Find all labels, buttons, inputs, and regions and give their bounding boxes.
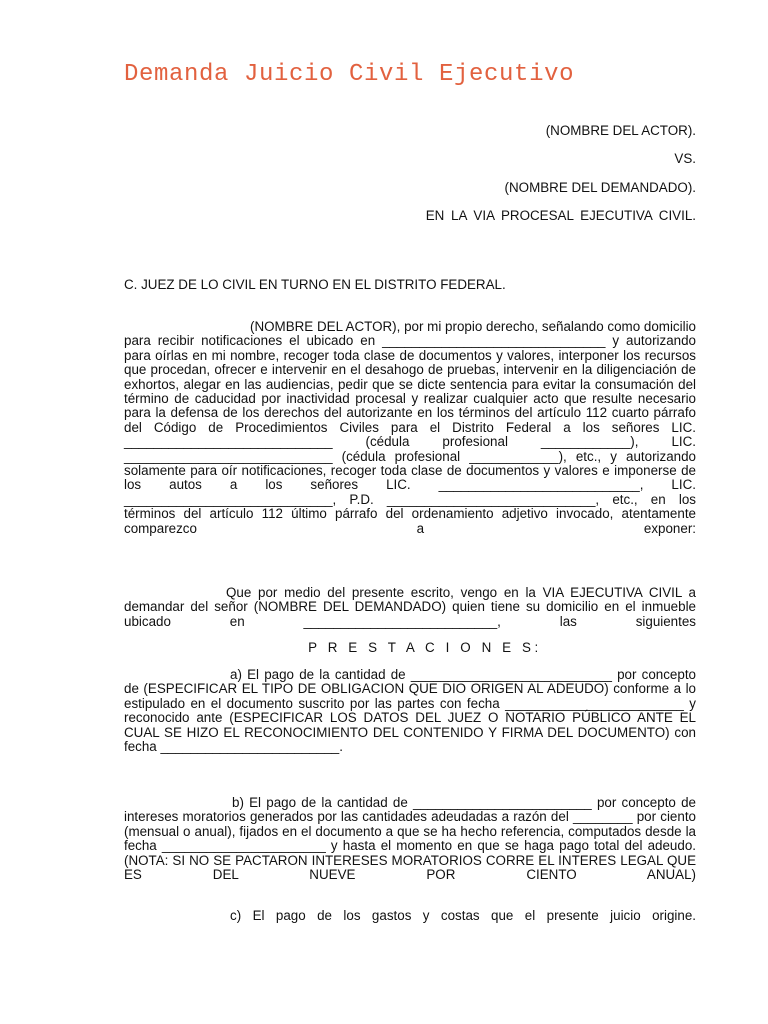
header-defendant: (NOMBRE DEL DEMANDADO). xyxy=(504,179,696,195)
addressee-line: C. JUEZ DE LO CIVIL EN TURNO EN EL DISTRITO FEDERAL. xyxy=(124,277,506,292)
prestacion-c: c) El pago de los gastos y costas que el presente juicio origine. xyxy=(230,908,696,923)
document-title: Demanda Juicio Civil Ejecutivo xyxy=(124,61,575,88)
header-procedure: EN LA VIA PROCESAL EJECUTIVA CIVIL. xyxy=(425,208,696,224)
case-header xyxy=(426,124,696,224)
claim-paragraph: Que por medio del presente escrito, vengo en la VIA EJECUTIVA CIVIL a demandar del señor (NOMBRE DEL DEMANDADO) quien tiene su domicilio en el inmueble ubicado en __________________________, las siguientes xyxy=(124,585,696,629)
header-actor: (NOMBRE DEL ACTOR). xyxy=(545,123,696,138)
header-vs: VS. xyxy=(674,151,696,167)
prestacion-b: b) El pago de la cantidad de ________________________ por concepto de intereses moratorios generados por las cantidades adeudadas a razón del ________ por ciento (mensual o anual), fijados en el documento a que se ha hecho referencia, computados desde la fecha ______________________ y hasta el momento en que se haga pago total del adeudo. (NOTA: SI NO SE PACTARON INTERESES MORATORIOS CORRE EL INTERES LEGAL QUE ES DEL NUEVE POR CIENTO ANUAL) xyxy=(124,795,696,883)
intro-paragraph: (NOMBRE DEL ACTOR), por mi propio derecho, señalando como domicilio para recibir notificaciones el ubicado en ______________________________ y autorizando para oírlas en mi nombre, recoger toda clase de documentos y valores, interponer los recursos que procedan, ofrecer e intervenir en el desahogo de pruebas, intervenir en la diligenciación de exhortos, alegar en las audiencias, pedir que se dicte sentencia para evitar la consumación del término de caducidad por inactividad procesal y realizar cualquier acto que resulte necesario para la defensa de los derechos del autorizante en los términos del artículo 112 cuarto párrafo del Código de Procedimientos Civiles para el Distrito Federal a los señores LIC. ____________________________ (cédula profesional ____________), LIC. ____________________________ (cédula profesional ____________), etc., y autorizando solamente para oír notificaciones, recoger toda clase de documentos y valores e imponerse de los autos a los señores LIC. ___________________________, LIC. ____________________________, P.D. ____________________________, etc., en los términos del artículo 112 último párrafo del ordenamiento adjetivo invocado, atentamente comparezco a exponer: xyxy=(124,319,696,536)
prestaciones-heading: P R E S T A C I O N E S: xyxy=(308,640,542,655)
prestacion-a: a) El pago de la cantidad de ___________________________ por concepto de (ESPECIFICAR EL TIPO DE OBLIGACION QUE DIO ORIGEN AL ADEUDO) conforme a lo estipulado en el documento suscrito por las partes con fecha ________________________ y reconocido ante (ESPECIFICAR LOS DATOS DEL JUEZ O NOTARIO PÚBLICO ANTE EL CUAL SE HIZO EL RECONOCIMIENTO DEL CONTENIDO Y FIRMA DEL DOCUMENTO) con fecha ________________________. xyxy=(124,667,696,755)
